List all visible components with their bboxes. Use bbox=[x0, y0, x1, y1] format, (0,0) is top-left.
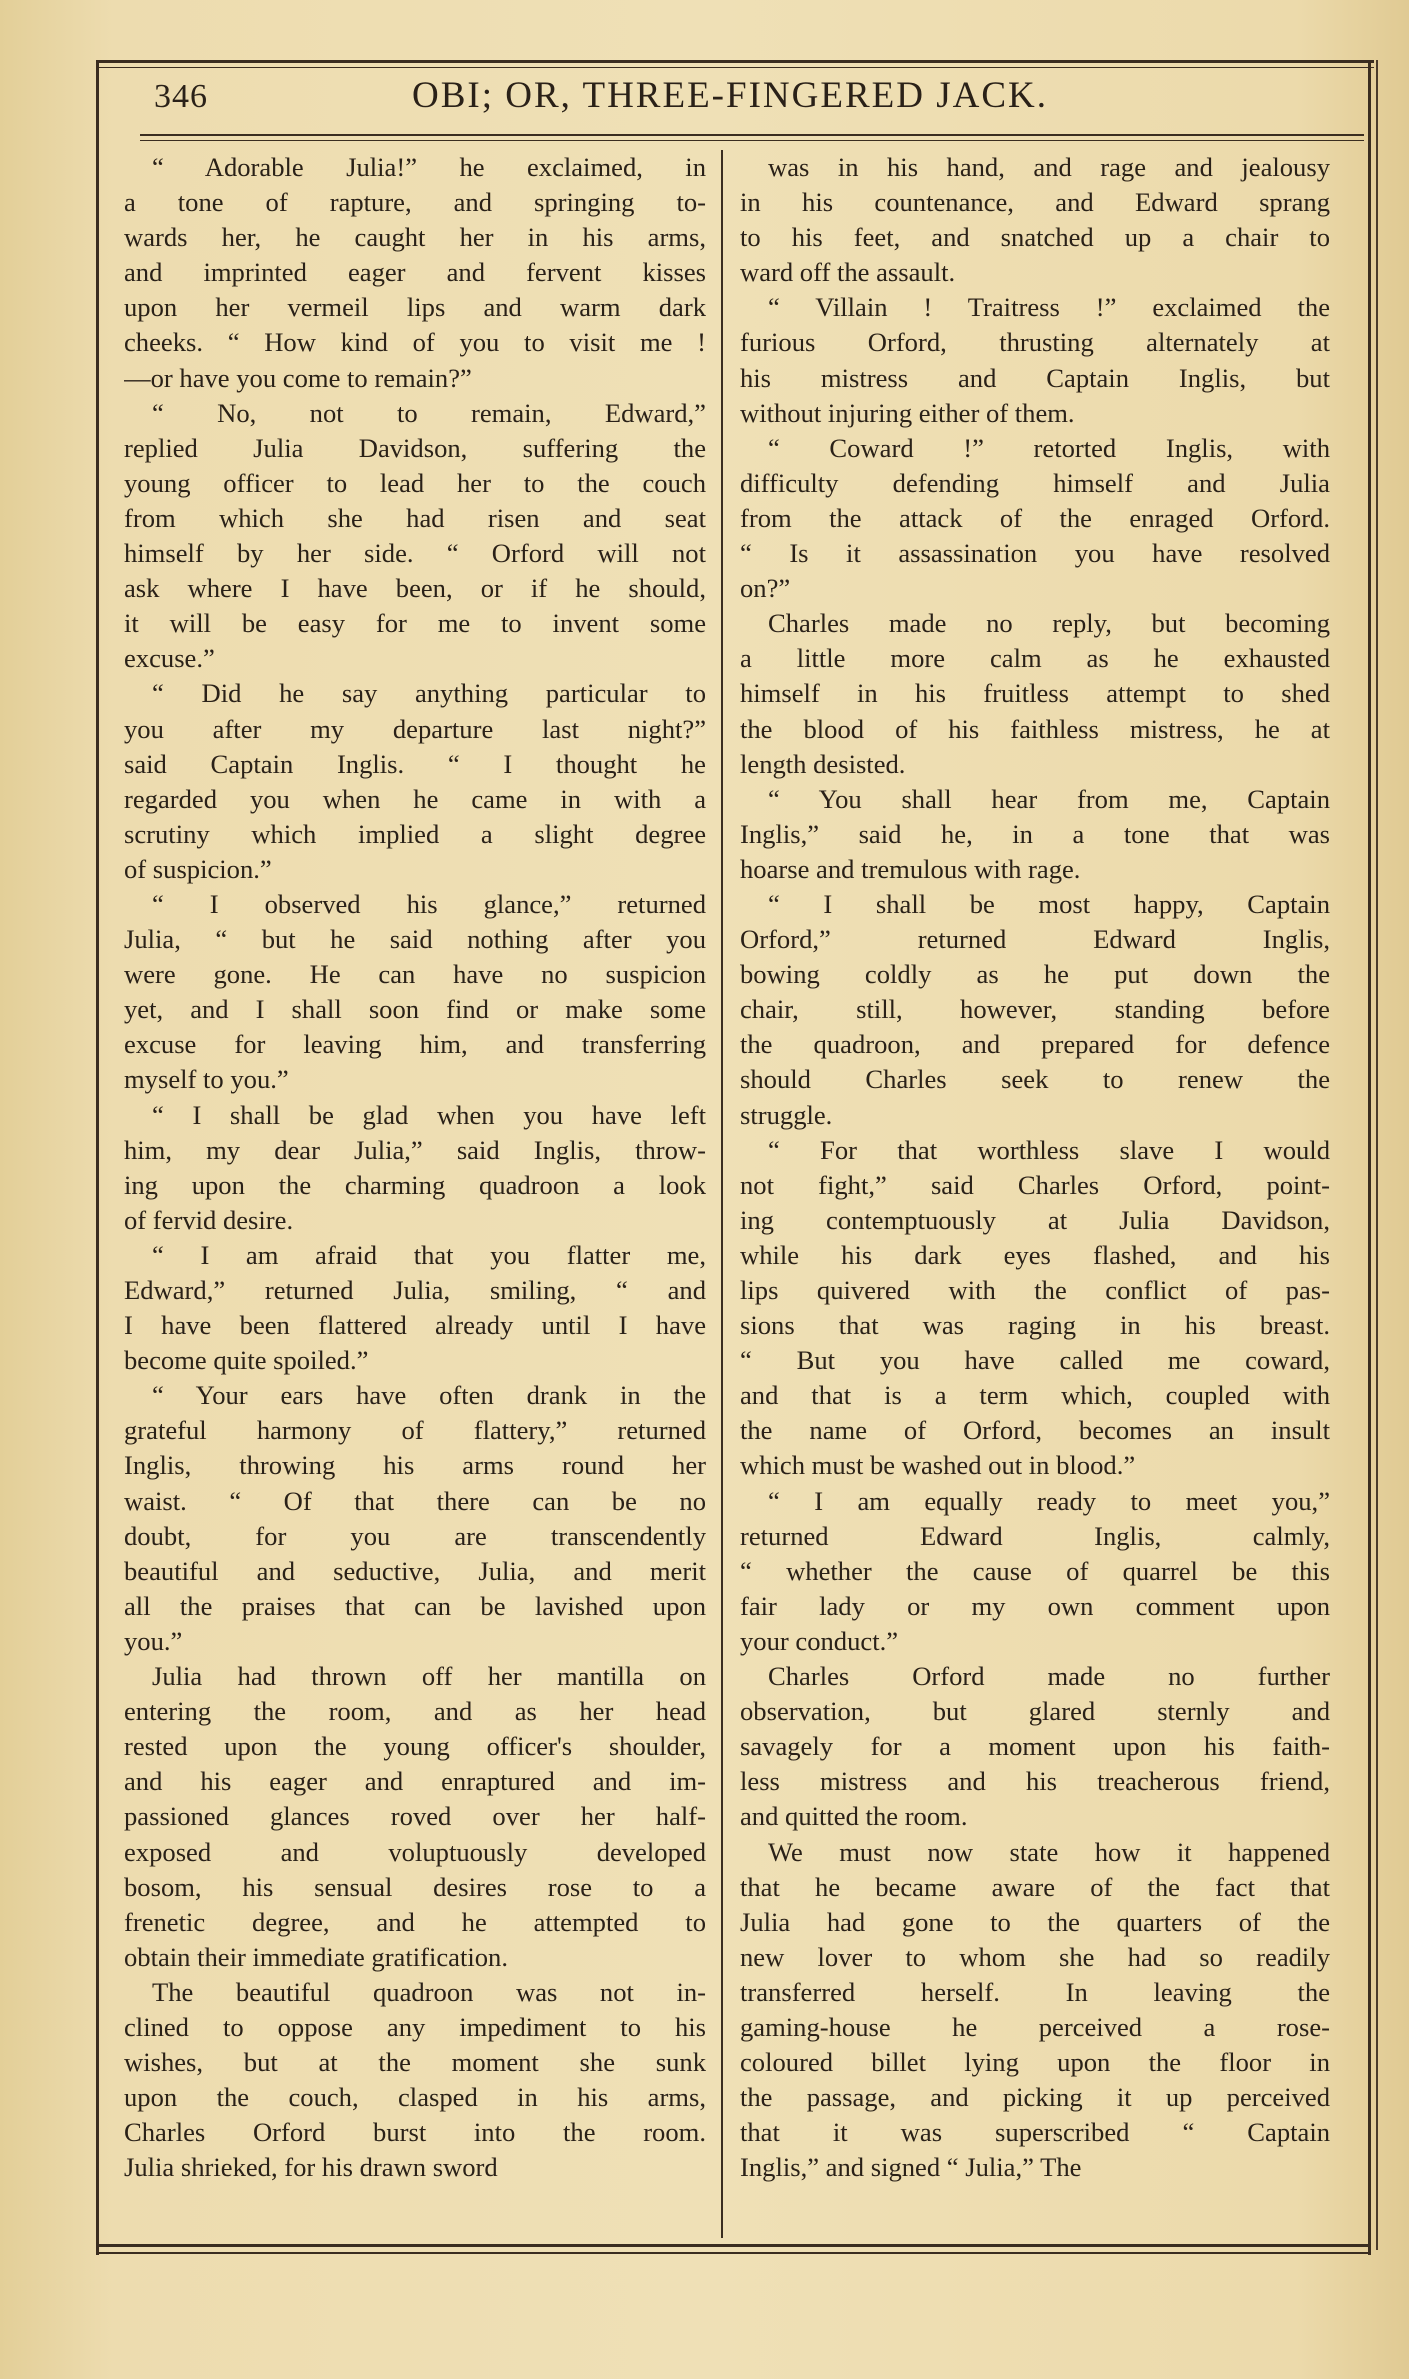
text-line: ing upon the charming quadroon a look bbox=[124, 1169, 706, 1200]
text-line: gaming-house he perceived a rose- bbox=[740, 2011, 1330, 2042]
paragraph bbox=[124, 150, 706, 396]
text-line: —or have you come to remain?” bbox=[124, 362, 472, 393]
column-divider bbox=[721, 150, 723, 2238]
text-line: that he became aware of the fact that bbox=[740, 1871, 1330, 1902]
text-line: fair lady or my own comment upon bbox=[740, 1590, 1330, 1621]
text-line: “ For that worthless slave I would bbox=[768, 1134, 1330, 1165]
right-text-column bbox=[740, 150, 1330, 2185]
text-line: obtain their immediate gratification. bbox=[124, 1941, 508, 1972]
paragraph bbox=[124, 1378, 706, 1659]
text-line: less mistress and his treacherous friend, bbox=[740, 1766, 1330, 1797]
paragraph bbox=[124, 1238, 706, 1378]
text-line: which must be washed out in blood.” bbox=[740, 1450, 1136, 1481]
text-line: your conduct.” bbox=[740, 1625, 899, 1656]
text-line: the name of Orford, becomes an insult bbox=[740, 1415, 1330, 1446]
text-line: Charles Orford burst into the room. bbox=[124, 2117, 706, 2148]
paragraph bbox=[740, 431, 1330, 606]
text-line: Inglis,” said he, in a tone that was bbox=[740, 818, 1330, 849]
text-line: of fervid desire. bbox=[124, 1204, 294, 1235]
text-line: the passage, and picking it up perceived bbox=[740, 2082, 1330, 2113]
paragraph bbox=[740, 290, 1330, 430]
bottom-rule-thin bbox=[96, 2252, 1371, 2254]
text-line: and quitted the room. bbox=[740, 1801, 968, 1832]
text-line: Charles made no reply, but becoming bbox=[768, 608, 1330, 639]
text-line: clined to oppose any impediment to his bbox=[124, 2011, 706, 2042]
text-line: “ I observed his glance,” returned bbox=[152, 888, 706, 919]
text-line: himself in his fruitless attempt to shed bbox=[740, 678, 1330, 709]
text-line: lips quivered with the conflict of pas- bbox=[740, 1275, 1330, 1305]
text-line: exposed and voluptuously developed bbox=[124, 1836, 706, 1867]
text-line: hoarse and tremulous with rage. bbox=[740, 853, 1081, 884]
text-line: passioned glances roved over her half- bbox=[124, 1801, 706, 1832]
text-line: not fight,” said Charles Orford, point- bbox=[740, 1169, 1330, 1200]
frame-left-rule bbox=[96, 60, 99, 2255]
text-line: We must now state how it happened bbox=[768, 1836, 1330, 1867]
text-line: in his countenance, and Edward sprang bbox=[740, 187, 1330, 218]
text-line: a tone of rapture, and springing to- bbox=[124, 187, 706, 218]
text-line: cheeks. “ How kind of you to visit me ! bbox=[124, 327, 706, 358]
text-line: “ Is it assassination you have resolved bbox=[740, 538, 1330, 569]
text-line: rested upon the young officer's shoulder, bbox=[124, 1731, 706, 1762]
text-line: entering the room, and as her head bbox=[124, 1696, 706, 1727]
text-line: grateful harmony of flattery,” returned bbox=[124, 1415, 706, 1446]
text-line: “ Adorable Julia!” he exclaimed, in bbox=[152, 152, 706, 182]
text-line: it will be easy for me to invent some bbox=[124, 608, 706, 639]
text-line: Julia had thrown off her mantilla on bbox=[152, 1661, 706, 1692]
text-line: from the attack of the enraged Orford. bbox=[740, 502, 1330, 533]
text-line: of suspicion.” bbox=[124, 853, 272, 884]
text-line: length desisted. bbox=[740, 748, 906, 779]
frame-top-rule bbox=[96, 60, 1374, 63]
text-line: a little more calm as he exhausted bbox=[740, 643, 1330, 674]
text-line: “ But you have called me coward, bbox=[740, 1345, 1330, 1376]
text-line: Orford,” returned Edward Inglis, bbox=[740, 924, 1330, 955]
text-line: new lover to whom she had so readily bbox=[740, 1941, 1330, 1972]
text-line: myself to you.” bbox=[124, 1064, 289, 1095]
text-line: excuse for leaving him, and transferring bbox=[124, 1029, 706, 1060]
text-line: coloured billet lying upon the floor in bbox=[740, 2047, 1330, 2078]
text-line: said Captain Inglis. “ I thought he bbox=[124, 748, 706, 779]
text-line: excuse.” bbox=[124, 643, 215, 674]
header-rule bbox=[140, 134, 1364, 136]
text-line: him, my dear Julia,” said Inglis, throw- bbox=[124, 1134, 706, 1165]
text-line: yet, and I shall soon find or make some bbox=[124, 994, 706, 1025]
text-line: chair, still, however, standing before bbox=[740, 994, 1330, 1025]
frame-right-rule-outer bbox=[1376, 60, 1378, 2250]
text-line: doubt, for you are transcendently bbox=[124, 1520, 706, 1551]
text-line: I have been flattered already until I have bbox=[124, 1310, 706, 1341]
text-line: replied Julia Davidson, suffering the bbox=[124, 432, 706, 463]
text-line: regarded you when he came in with a bbox=[124, 783, 706, 814]
text-line: the quadroon, and prepared for defence bbox=[740, 1029, 1330, 1060]
text-line: should Charles seek to renew the bbox=[740, 1064, 1330, 1095]
paragraph bbox=[740, 887, 1330, 1133]
text-line: “ I am afraid that you flatter me, bbox=[152, 1239, 706, 1270]
page-number: 346 bbox=[154, 78, 208, 115]
text-line: that it was superscribed “ Captain bbox=[740, 2117, 1330, 2148]
text-line: “ I shall be glad when you have left bbox=[152, 1099, 706, 1130]
text-line: waist. “ Of that there can be no bbox=[124, 1485, 706, 1516]
left-text-column bbox=[124, 150, 706, 2185]
text-line: Julia shrieked, for his drawn sword bbox=[124, 2152, 498, 2183]
text-line: ask where I have been, or if he should, bbox=[124, 573, 706, 604]
text-line: “ You shall hear from me, Captain bbox=[768, 783, 1330, 814]
paragraph bbox=[740, 1484, 1330, 1659]
text-line: returned Edward Inglis, calmly, bbox=[740, 1520, 1330, 1551]
paragraph bbox=[124, 1975, 706, 2186]
text-line: become quite spoiled.” bbox=[124, 1345, 369, 1376]
text-line: and imprinted eager and fervent kisses bbox=[124, 257, 706, 288]
text-line: himself by her side. “ Orford will not bbox=[124, 538, 706, 569]
text-line: frenetic degree, and he attempted to bbox=[124, 1906, 706, 1937]
text-line: you after my departure last night?” bbox=[124, 713, 706, 744]
text-line: “ Coward !” retorted Inglis, with bbox=[768, 432, 1330, 463]
text-line: while his dark eyes flashed, and his bbox=[740, 1239, 1330, 1270]
text-line: the blood of his faithless mistress, he at bbox=[740, 713, 1330, 744]
text-line: The beautiful quadroon was not in- bbox=[152, 1976, 706, 2007]
text-line: “ I am equally ready to meet you,” bbox=[768, 1485, 1330, 1516]
text-line: on?” bbox=[740, 573, 791, 604]
paragraph bbox=[124, 676, 706, 887]
paragraph bbox=[124, 1659, 706, 1975]
text-line: savagely for a moment upon his faith- bbox=[740, 1731, 1330, 1762]
text-line: and his eager and enraptured and im- bbox=[124, 1766, 706, 1797]
text-line: bosom, his sensual desires rose to a bbox=[124, 1871, 706, 1902]
text-line: struggle. bbox=[740, 1099, 833, 1130]
paragraph bbox=[124, 1098, 706, 1238]
text-line: sions that was raging in his breast. bbox=[740, 1310, 1330, 1341]
text-line: furious Orford, thrusting alternately at bbox=[740, 327, 1330, 358]
text-line: transferred herself. In leaving the bbox=[740, 1976, 1330, 2007]
text-line: Charles Orford made no further bbox=[768, 1661, 1330, 1692]
text-line: “ Did he say anything particular to bbox=[152, 678, 706, 709]
paragraph bbox=[740, 606, 1330, 781]
text-line: Inglis, throwing his arms round her bbox=[124, 1450, 706, 1481]
frame-top-rule-inner bbox=[96, 67, 1374, 68]
running-title: OBI; OR, THREE-FINGERED JACK. bbox=[412, 75, 1048, 116]
text-line: Julia had gone to the quarters of the bbox=[740, 1906, 1330, 1937]
text-line: “ Your ears have often drank in the bbox=[152, 1380, 706, 1411]
paragraph bbox=[740, 1133, 1330, 1484]
text-line: scrutiny which implied a slight degree bbox=[124, 818, 706, 849]
frame-right-rule bbox=[1368, 60, 1371, 2255]
text-line: upon her vermeil lips and warm dark bbox=[124, 292, 706, 323]
text-line: from which she had risen and seat bbox=[124, 502, 706, 533]
text-line: ward off the assault. bbox=[740, 257, 956, 288]
paragraph bbox=[740, 150, 1330, 290]
bottom-rule bbox=[96, 2244, 1371, 2247]
text-line: “ No, not to remain, Edward,” bbox=[152, 397, 706, 428]
text-line: ing contemptuously at Julia Davidson, bbox=[740, 1204, 1330, 1235]
text-line: and that is a term which, coupled with bbox=[740, 1380, 1330, 1411]
text-line: you.” bbox=[124, 1625, 183, 1656]
text-line: to his feet, and snatched up a chair to bbox=[740, 222, 1330, 253]
text-line: observation, but glared sternly and bbox=[740, 1696, 1330, 1727]
text-line: wishes, but at the moment she sunk bbox=[124, 2047, 706, 2078]
text-line: “ Villain ! Traitress !” exclaimed the bbox=[768, 292, 1330, 323]
text-line: beautiful and seductive, Julia, and merit bbox=[124, 1555, 706, 1586]
text-line: upon the couch, clasped in his arms, bbox=[124, 2082, 706, 2113]
paragraph bbox=[740, 782, 1330, 887]
header-rule-thin bbox=[140, 140, 1364, 141]
text-line: difficulty defending himself and Julia bbox=[740, 467, 1330, 498]
text-line: Inglis,” and signed “ Julia,” The bbox=[740, 2152, 1082, 2183]
text-line: was in his hand, and rage and jealousy bbox=[768, 152, 1330, 182]
paragraph bbox=[124, 396, 706, 677]
text-line: wards her, he caught her in his arms, bbox=[124, 222, 706, 253]
text-line: without injuring either of them. bbox=[740, 397, 1075, 428]
text-line: Edward,” returned Julia, smiling, “ and bbox=[124, 1275, 706, 1305]
text-line: young officer to lead her to the couch bbox=[124, 467, 706, 498]
text-line: bowing coldly as he put down the bbox=[740, 959, 1330, 990]
text-line: Julia, “ but he said nothing after you bbox=[124, 924, 706, 955]
paragraph bbox=[124, 887, 706, 1098]
text-line: all the praises that can be lavished upon bbox=[124, 1590, 706, 1621]
paragraph bbox=[740, 1835, 1330, 2186]
text-line: “ whether the cause of quarrel be this bbox=[740, 1555, 1330, 1586]
text-line: were gone. He can have no suspicion bbox=[124, 959, 706, 990]
text-line: “ I shall be most happy, Captain bbox=[768, 888, 1330, 919]
text-line: his mistress and Captain Inglis, but bbox=[740, 362, 1330, 393]
paragraph bbox=[740, 1659, 1330, 1834]
